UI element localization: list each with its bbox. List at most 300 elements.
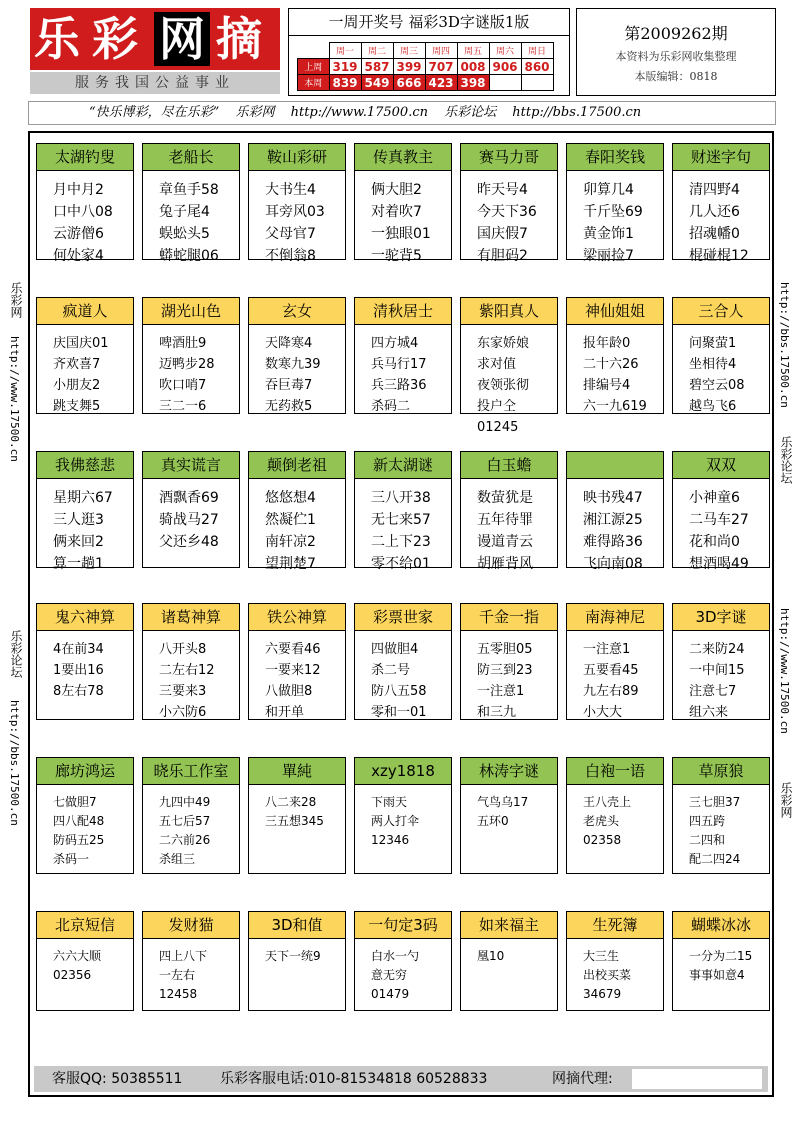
- riddle-line: 国庆假7: [477, 226, 528, 242]
- issue-panel: [576, 8, 776, 96]
- service-qq: 客服QQ: 50385511: [52, 1071, 183, 1087]
- riddle-body: [249, 479, 345, 575]
- result-number: 906: [489, 59, 521, 75]
- riddle-author: 新太湖谜: [355, 452, 451, 479]
- riddle-author: 鞍山彩研: [249, 144, 345, 171]
- riddle-body: [567, 479, 663, 575]
- riddle-line: 口中八08: [53, 204, 113, 220]
- riddle-line: 千斤坠69: [583, 204, 643, 220]
- riddle-body: [461, 479, 557, 575]
- riddle-cell: [672, 757, 770, 874]
- riddle-line: 无七来57: [371, 512, 431, 528]
- riddle-line: 杀组三: [159, 852, 196, 866]
- riddle-line: 下雨天: [371, 795, 408, 809]
- logo-char: 彩: [92, 12, 138, 66]
- riddle-line: 坐相待4: [689, 357, 737, 372]
- riddle-line: 想酒喝49: [689, 556, 749, 572]
- riddle-author: xzy1818: [355, 758, 451, 785]
- riddle-line: 出校买菜: [583, 968, 632, 982]
- riddle-line: 二左右12: [159, 663, 215, 678]
- riddle-line: 8左右78: [53, 684, 104, 699]
- motto: “快乐博彩，尽在乐彩”: [89, 105, 220, 120]
- riddle-line: 两人打伞: [371, 814, 420, 828]
- riddle-line: 天降寒4: [265, 336, 313, 351]
- side-forum-url[interactable]: http://bbs.17500.cn: [778, 282, 791, 408]
- riddle-line: 越鸟飞6: [689, 399, 737, 414]
- riddle-author: 草原狼: [673, 758, 769, 785]
- riddle-line: 章鱼手58: [159, 182, 219, 198]
- riddle-line: 招魂幡0: [689, 226, 740, 242]
- riddle-line: 啤酒肚9: [159, 336, 207, 351]
- results-title: 一周开奖号 福彩3D字谜版1版: [289, 9, 569, 36]
- riddle-line: 四做胆4: [371, 642, 419, 657]
- side-site-label: 乐彩网: [779, 782, 793, 818]
- riddle-line: 悠悠想4: [265, 490, 316, 506]
- riddle-line: 望荆楚7: [265, 556, 316, 572]
- riddle-line: 王八壳上: [583, 795, 632, 809]
- riddle-line: 有胆码2: [477, 248, 528, 264]
- riddle-line: 跳支舞5: [53, 399, 101, 414]
- riddle-line: 六六大顺: [53, 949, 102, 963]
- source-note: 本资料为乐彩网收集整理: [615, 50, 737, 63]
- riddle-line: 三五想345: [265, 814, 324, 828]
- riddle-line: 五零胆05: [477, 642, 533, 657]
- riddle-cell: [248, 911, 346, 1011]
- riddle-line: 01479: [371, 987, 410, 1001]
- riddle-cell: [248, 757, 346, 874]
- riddle-body: [37, 785, 133, 869]
- riddle-body: [567, 171, 663, 267]
- riddle-cell: [354, 603, 452, 720]
- result-number: [489, 75, 521, 91]
- day-label: 周日: [521, 43, 553, 59]
- riddle-cell: [460, 297, 558, 435]
- riddle-cell: [354, 143, 452, 264]
- riddle-line: 二四和: [689, 833, 726, 847]
- riddle-body: [673, 631, 769, 723]
- riddle-line: 12346: [371, 833, 410, 847]
- riddle-cell: [566, 757, 664, 874]
- riddle-cell: [566, 143, 664, 264]
- riddle-line: 吞巨毒7: [265, 378, 313, 393]
- riddle-author: 生死簿: [567, 912, 663, 939]
- riddle-line: 防三到23: [477, 663, 533, 678]
- riddle-author: 彩票世家: [355, 604, 451, 631]
- riddle-body: [143, 939, 239, 1004]
- result-number: 319: [329, 59, 361, 75]
- period-number: 第2009262期: [624, 24, 728, 43]
- riddle-line: 二六前26: [159, 833, 211, 847]
- riddle-line: 黄金饰1: [583, 226, 634, 242]
- riddle-author: 三合人: [673, 298, 769, 325]
- riddle-body: [143, 631, 239, 723]
- riddle-line: 01245: [477, 420, 519, 435]
- riddle-line: 庆国庆01: [53, 336, 109, 351]
- side-site-url[interactable]: http://www.17500.cn: [778, 608, 791, 734]
- riddle-cell: [672, 143, 770, 264]
- riddle-line: 零和一01: [371, 705, 427, 720]
- riddle-line: 组六来: [689, 705, 729, 720]
- riddle-body: [673, 325, 769, 417]
- riddle-cell: [142, 143, 240, 264]
- riddle-author: 廊坊鸿运: [37, 758, 133, 785]
- riddle-line: 四五跨: [689, 814, 726, 828]
- riddle-line: 防八五58: [371, 684, 427, 699]
- last-week-label: 上周: [298, 59, 330, 75]
- riddle-line: 三八开38: [371, 490, 431, 506]
- riddle-cell: [672, 451, 770, 572]
- riddle-line: 胡雁背风: [477, 556, 533, 572]
- riddle-body: [673, 479, 769, 575]
- riddle-body: [249, 939, 345, 966]
- riddle-body: [37, 171, 133, 267]
- side-forum-label: 乐彩论坛: [9, 630, 23, 678]
- agent-label: 网摘代理:: [552, 1071, 613, 1087]
- riddle-line: 六要看46: [265, 642, 321, 657]
- riddle-line: 夜领张彻: [477, 378, 530, 393]
- riddle-author: 鬼六神算: [37, 604, 133, 631]
- riddle-body: [143, 171, 239, 267]
- riddle-line: 02356: [53, 968, 92, 982]
- riddle-body: [355, 171, 451, 267]
- riddle-cell: [460, 451, 558, 572]
- riddle-line: 棍碰棍12: [689, 248, 749, 264]
- riddle-line: 四方城4: [371, 336, 419, 351]
- results-table: [297, 42, 554, 91]
- riddle-cell: [248, 603, 346, 720]
- riddle-line: 数萤犹是: [477, 490, 533, 506]
- riddle-line: 东家娇娘: [477, 336, 530, 351]
- riddle-line: 八做胆8: [265, 684, 313, 699]
- riddle-line: 一独眼01: [371, 226, 431, 242]
- riddle-body: [249, 631, 345, 723]
- side-site-label: 乐彩网: [9, 282, 23, 318]
- riddle-author: 双双: [673, 452, 769, 479]
- day-label: 周四: [425, 43, 457, 59]
- riddle-cell: [248, 143, 346, 264]
- result-number: 399: [393, 59, 425, 75]
- riddle-line: 34679: [583, 987, 622, 1001]
- riddle-line: 映书残47: [583, 490, 643, 506]
- riddle-line: 天下一统9: [265, 949, 321, 963]
- riddle-body: [355, 939, 451, 1004]
- logo-char: 网: [154, 12, 210, 66]
- riddle-author: 发财猫: [143, 912, 239, 939]
- riddle-line: 星期六67: [53, 490, 113, 506]
- side-site-url[interactable]: http://www.17500.cn: [8, 336, 21, 462]
- riddle-author: 真实谎言: [143, 452, 239, 479]
- riddle-author: 紫阳真人: [461, 298, 557, 325]
- riddle-line: 三要来3: [159, 684, 207, 699]
- riddle-line: 花和尚0: [689, 534, 740, 550]
- riddle-line: 谩道青云: [477, 534, 533, 550]
- result-number: 423: [425, 75, 457, 91]
- day-label: 周六: [489, 43, 521, 59]
- riddle-author: 清秋居士: [355, 298, 451, 325]
- riddle-body: [355, 631, 451, 723]
- riddle-line: 三七胆37: [689, 795, 741, 809]
- result-number: 398: [457, 75, 489, 91]
- riddle-line: 昨天号4: [477, 182, 528, 198]
- riddle-cell: [36, 603, 134, 720]
- riddle-body: [249, 325, 345, 417]
- riddle-line: 今天下36: [477, 204, 537, 220]
- site-link[interactable]: http://www.17500.cn: [290, 105, 428, 120]
- riddle-author: 神仙姐姐: [567, 298, 663, 325]
- riddle-line: 二来防24: [689, 642, 745, 657]
- riddle-line: 五七后57: [159, 814, 211, 828]
- forum-label: 乐彩论坛: [444, 105, 497, 120]
- riddle-line: 蟒蛇腿06: [159, 248, 219, 264]
- riddle-line: 小六防6: [159, 705, 207, 720]
- riddle-line: 事事如意4: [689, 968, 745, 982]
- riddle-line: 酒飘香69: [159, 490, 219, 506]
- riddle-line: 兵三路36: [371, 378, 427, 393]
- riddle-author: 老船长: [143, 144, 239, 171]
- riddle-line: 对着吹7: [371, 204, 422, 220]
- riddle-body: [37, 939, 133, 985]
- riddle-line: 几人还6: [689, 204, 740, 220]
- riddle-author: 财迷字句: [673, 144, 769, 171]
- riddle-line: 俩大胆2: [371, 182, 422, 198]
- this-week-label: 本周: [298, 75, 330, 91]
- riddle-line: 和三九: [477, 705, 517, 720]
- service-phone: 乐彩客服电话:010-81534818 60528833: [220, 1071, 488, 1087]
- riddle-line: 大书生4: [265, 182, 316, 198]
- agent-box: [632, 1069, 762, 1089]
- riddle-author: 诸葛神算: [143, 604, 239, 631]
- riddle-author: 3D字谜: [673, 604, 769, 631]
- riddle-author: 南海神尼: [567, 604, 663, 631]
- day-label: 周三: [393, 43, 425, 59]
- day-label: 周五: [457, 43, 489, 59]
- riddle-body: [355, 785, 451, 850]
- riddle-line: 小朋友2: [53, 378, 101, 393]
- result-number: 707: [425, 59, 457, 75]
- riddle-line: 五要看45: [583, 663, 639, 678]
- forum-link[interactable]: http://bbs.17500.cn: [512, 105, 642, 120]
- riddle-line: 卯算几4: [583, 182, 634, 198]
- riddle-line: 兔子尾4: [159, 204, 210, 220]
- riddle-line: 算一趟1: [53, 556, 104, 572]
- riddle-cell: [566, 603, 664, 720]
- result-number: 839: [329, 75, 361, 91]
- riddle-body: [249, 171, 345, 267]
- riddle-line: 不倒翁8: [265, 248, 316, 264]
- editor-note: 本版编辑：0818: [634, 70, 718, 83]
- riddle-line: 凰10: [477, 949, 505, 963]
- riddle-body: [461, 325, 557, 438]
- riddle-line: 俩来回2: [53, 534, 104, 550]
- riddle-line: 投户仝: [477, 399, 517, 414]
- riddle-line: 意无穷: [371, 968, 408, 982]
- riddle-cell: [142, 757, 240, 874]
- riddle-author: 传真教主: [355, 144, 451, 171]
- riddle-line: 和开单: [265, 705, 305, 720]
- riddle-line: 飞向南08: [583, 556, 643, 572]
- riddle-author: 玄女: [249, 298, 345, 325]
- riddle-author: 白玉蟾: [461, 452, 557, 479]
- riddle-line: 迈鸭步28: [159, 357, 215, 372]
- results-panel: [288, 8, 570, 96]
- riddle-line: 父母官7: [265, 226, 316, 242]
- riddle-line: 湘江源25: [583, 512, 643, 528]
- riddle-body: [355, 325, 451, 417]
- day-label: 周一: [329, 43, 361, 59]
- riddle-body: [567, 939, 663, 1004]
- riddle-line: 六一九619: [583, 399, 647, 414]
- riddle-line: 一驼背5: [371, 248, 422, 264]
- riddle-cell: [672, 603, 770, 720]
- riddle-author: 北京短信: [37, 912, 133, 939]
- riddle-body: [673, 171, 769, 267]
- riddle-line: 零不给01: [371, 556, 431, 572]
- riddle-cell: [354, 757, 452, 874]
- riddle-line: 父还乡48: [159, 534, 219, 550]
- result-number: 666: [393, 75, 425, 91]
- riddle-line: 无药救5: [265, 399, 313, 414]
- riddle-cell: [36, 297, 134, 414]
- riddle-cell: [354, 911, 452, 1011]
- riddle-cell: [460, 911, 558, 1011]
- riddle-line: 杀码一: [53, 852, 90, 866]
- riddle-line: 五环0: [477, 814, 509, 828]
- riddle-line: 八二来28: [265, 795, 317, 809]
- riddle-line: 梁丽捡7: [583, 248, 634, 264]
- riddle-cell: [460, 143, 558, 264]
- riddle-line: 02358: [583, 833, 622, 847]
- result-number: 860: [521, 59, 553, 75]
- riddle-author: 如来福主: [461, 912, 557, 939]
- riddle-cell: [248, 297, 346, 414]
- riddle-body: [673, 939, 769, 985]
- riddle-line: 杀二号: [371, 663, 411, 678]
- riddle-author: 疯道人: [37, 298, 133, 325]
- riddle-line: 二马车27: [689, 512, 749, 528]
- riddle-author: 铁公神算: [249, 604, 345, 631]
- riddle-author: 一句定3码: [355, 912, 451, 939]
- side-forum-url[interactable]: http://bbs.17500.cn: [8, 700, 21, 826]
- riddle-line: 杀码二: [371, 399, 411, 414]
- logo: [30, 8, 280, 70]
- riddle-cell: [460, 603, 558, 720]
- riddle-line: 九左右89: [583, 684, 639, 699]
- riddle-author: 湖光山色: [143, 298, 239, 325]
- riddle-line: 4在前34: [53, 642, 104, 657]
- riddle-line: 四八配48: [53, 814, 105, 828]
- riddle-body: [461, 785, 557, 831]
- riddle-line: 气鸟乌17: [477, 795, 529, 809]
- result-number: 008: [457, 59, 489, 75]
- side-forum-label: 乐彩论坛: [779, 436, 793, 484]
- riddle-cell: [566, 911, 664, 1011]
- riddle-line: 数寒九39: [265, 357, 321, 372]
- riddle-line: 月中月2: [53, 182, 104, 198]
- riddle-author: [567, 452, 663, 479]
- riddle-line: 三二一6: [159, 399, 207, 414]
- riddle-body: [461, 171, 557, 267]
- riddle-body: [567, 785, 663, 850]
- riddle-line: 难得路36: [583, 534, 643, 550]
- riddle-line: 七做胆7: [53, 795, 97, 809]
- riddle-cell: [566, 451, 664, 572]
- riddle-body: [355, 479, 451, 575]
- riddle-body: [37, 479, 133, 575]
- riddle-line: 报年龄0: [583, 336, 631, 351]
- riddle-author: 3D和值: [249, 912, 345, 939]
- riddle-line: 排编号4: [583, 378, 631, 393]
- riddle-line: 小大大: [583, 705, 623, 720]
- riddle-line: 耳旁风03: [265, 204, 325, 220]
- riddle-line: 一中间15: [689, 663, 745, 678]
- riddle-line: 兵马行17: [371, 357, 427, 372]
- riddle-line: 小神童6: [689, 490, 740, 506]
- riddle-line: 何处家4: [53, 248, 104, 264]
- riddle-body: [37, 631, 133, 702]
- riddle-line: 求对值: [477, 357, 517, 372]
- riddle-author: 林涛字谜: [461, 758, 557, 785]
- logo-char: 乐: [34, 12, 80, 66]
- riddle-cell: [672, 297, 770, 414]
- riddle-line: 问聚萤1: [689, 336, 737, 351]
- riddle-author: 太湖钓叟: [37, 144, 133, 171]
- riddle-line: 配二四24: [689, 852, 741, 866]
- result-number: 587: [361, 59, 393, 75]
- riddle-body: [461, 631, 557, 723]
- riddle-line: 大三生: [583, 949, 620, 963]
- riddle-author: 單純: [249, 758, 345, 785]
- riddle-line: 二上下23: [371, 534, 431, 550]
- riddle-cell: [36, 451, 134, 572]
- riddle-body: [143, 479, 239, 553]
- riddle-body: [567, 325, 663, 417]
- riddle-body: [143, 325, 239, 417]
- riddle-line: 吹口哨7: [159, 378, 207, 393]
- riddle-cell: [36, 143, 134, 264]
- riddle-line: 碧空云08: [689, 378, 745, 393]
- riddle-author: 颠倒老祖: [249, 452, 345, 479]
- riddle-line: 齐欢喜7: [53, 357, 101, 372]
- riddle-author: 千金一指: [461, 604, 557, 631]
- riddle-author: 春阳奖钱: [567, 144, 663, 171]
- riddle-cell: [142, 297, 240, 414]
- riddle-line: 五年待罪: [477, 512, 533, 528]
- riddle-line: 老虎头: [583, 814, 620, 828]
- result-number: [521, 75, 553, 91]
- riddle-cell: [672, 911, 770, 1011]
- riddle-body: [461, 939, 557, 966]
- riddle-author: 晓乐工作室: [143, 758, 239, 785]
- riddle-cell: [460, 757, 558, 874]
- riddle-cell: [354, 297, 452, 414]
- riddle-line: 白水一勺: [371, 949, 420, 963]
- riddle-cell: [142, 603, 240, 720]
- result-number: 549: [361, 75, 393, 91]
- riddle-body: [143, 785, 239, 869]
- riddle-line: 蜈蚣头5: [159, 226, 210, 242]
- riddle-line: 12458: [159, 987, 198, 1001]
- riddle-line: 三人逛3: [53, 512, 104, 528]
- riddle-line: 云游僧6: [53, 226, 104, 242]
- riddle-line: 一左右: [159, 968, 196, 982]
- riddle-line: 清四野4: [689, 182, 740, 198]
- footer-bar: [34, 1066, 768, 1092]
- riddle-author: 蝴蝶冰冰: [673, 912, 769, 939]
- riddle-line: 一分为二15: [689, 949, 753, 963]
- riddle-author: 我佛慈悲: [37, 452, 133, 479]
- riddle-cell: [36, 757, 134, 874]
- riddle-cell: [248, 451, 346, 572]
